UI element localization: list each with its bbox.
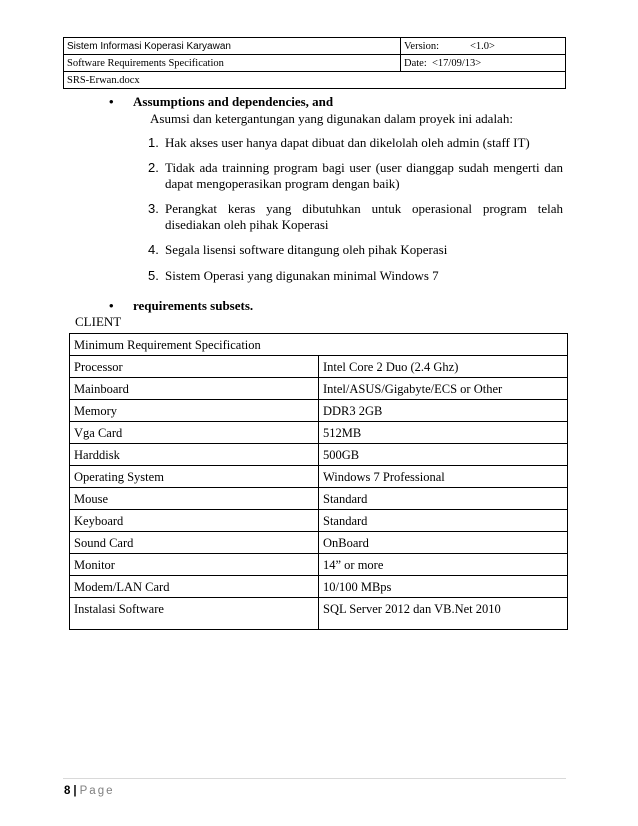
list-item-number: 3. — [148, 201, 159, 216]
date-value: <17/09/13> — [432, 57, 482, 69]
version-label: Version: — [404, 40, 439, 52]
row-value: Intel/ASUS/Gigabyte/ECS or Other — [319, 378, 568, 400]
row-value: 10/100 MBps — [319, 576, 568, 598]
row-key: Modem/LAN Card — [70, 576, 319, 598]
row-key: Vga Card — [70, 422, 319, 444]
list-item — [148, 135, 563, 151]
list-item-text: Hak akses user hanya dapat dibuat dan dikelolah oleh admin (staff IT) — [165, 135, 530, 150]
table-row — [70, 532, 568, 554]
table-row — [70, 378, 568, 400]
row-key: Mouse — [70, 488, 319, 510]
table-row — [70, 554, 568, 576]
list-item — [148, 242, 563, 258]
row-key: Mainboard — [70, 378, 319, 400]
table-row — [70, 488, 568, 510]
row-value: SQL Server 2012 dan VB.Net 2010 — [319, 598, 568, 630]
row-value: Standard — [319, 488, 568, 510]
list-item-number: 5. — [148, 268, 159, 283]
row-value: DDR3 2GB — [319, 400, 568, 422]
row-value: Standard — [319, 510, 568, 532]
row-value: Intel Core 2 Duo (2.4 Ghz) — [319, 356, 568, 378]
date-label: Date: — [404, 57, 427, 69]
doc-title: Software Requirements Specification — [64, 55, 401, 72]
app-title: Sistem Informasi Koperasi Karyawan — [64, 38, 401, 55]
list-item — [148, 160, 563, 192]
list-item-text: Sistem Operasi yang digunakan minimal Windows 7 — [165, 268, 439, 283]
table-row — [70, 598, 568, 630]
row-value: Windows 7 Professional — [319, 466, 568, 488]
list-item-text: Segala lisensi software ditangung oleh pihak Koperasi — [165, 242, 448, 257]
table-row — [70, 466, 568, 488]
table-row — [70, 576, 568, 598]
page-label: Page — [79, 785, 115, 797]
assumptions-intro: Asumsi dan ketergantungan yang digunakan dalam proyek ini adalah: — [150, 111, 513, 126]
page-separator: | — [73, 785, 77, 797]
row-value: 14” or more — [319, 554, 568, 576]
page-number: 8 — [64, 785, 71, 797]
row-key: Memory — [70, 400, 319, 422]
date-cell — [401, 55, 566, 72]
list-item-text: Perangkat keras yang dibutuhkan untuk operasional program telah disediakan oleh pihak Koperasi — [165, 201, 563, 232]
row-value: 512MB — [319, 422, 568, 444]
row-key: Harddisk — [70, 444, 319, 466]
client-label: CLIENT — [75, 314, 122, 329]
list-item-number: 1. — [148, 135, 159, 150]
bullet-icon: • — [109, 94, 114, 109]
assumptions-heading-row — [109, 94, 333, 110]
bullet-icon: • — [109, 298, 114, 313]
list-item-number: 2. — [148, 160, 159, 175]
table-row — [70, 356, 568, 378]
version-cell — [401, 38, 566, 55]
row-key: Monitor — [70, 554, 319, 576]
table-row — [70, 422, 568, 444]
assumptions-heading: Assumptions and dependencies, and — [133, 94, 334, 109]
list-item — [148, 201, 563, 233]
row-key: Sound Card — [70, 532, 319, 554]
requirements-heading-row — [109, 298, 253, 314]
row-value: 500GB — [319, 444, 568, 466]
row-key: Operating System — [70, 466, 319, 488]
row-key: Processor — [70, 356, 319, 378]
list-item-number: 4. — [148, 242, 159, 257]
running-header — [63, 37, 566, 89]
table-title: Minimum Requirement Specification — [70, 334, 568, 356]
version-value: <1.0> — [470, 40, 495, 52]
requirements-table — [69, 333, 568, 630]
list-item-text: Tidak ada trainning program bagi user (user dianggap sudah mengerti dan dapat mengoperasikan program dengan baik) — [165, 160, 563, 191]
footer-divider — [63, 778, 566, 779]
list-item — [148, 268, 563, 284]
row-key: Instalasi Software — [70, 598, 319, 630]
page-footer — [64, 785, 114, 797]
row-value: OnBoard — [319, 532, 568, 554]
table-row — [70, 400, 568, 422]
table-row — [70, 444, 568, 466]
requirements-heading: requirements subsets. — [133, 298, 254, 313]
row-key: Keyboard — [70, 510, 319, 532]
table-row — [70, 510, 568, 532]
file-name: SRS-Erwan.docx — [64, 72, 566, 89]
